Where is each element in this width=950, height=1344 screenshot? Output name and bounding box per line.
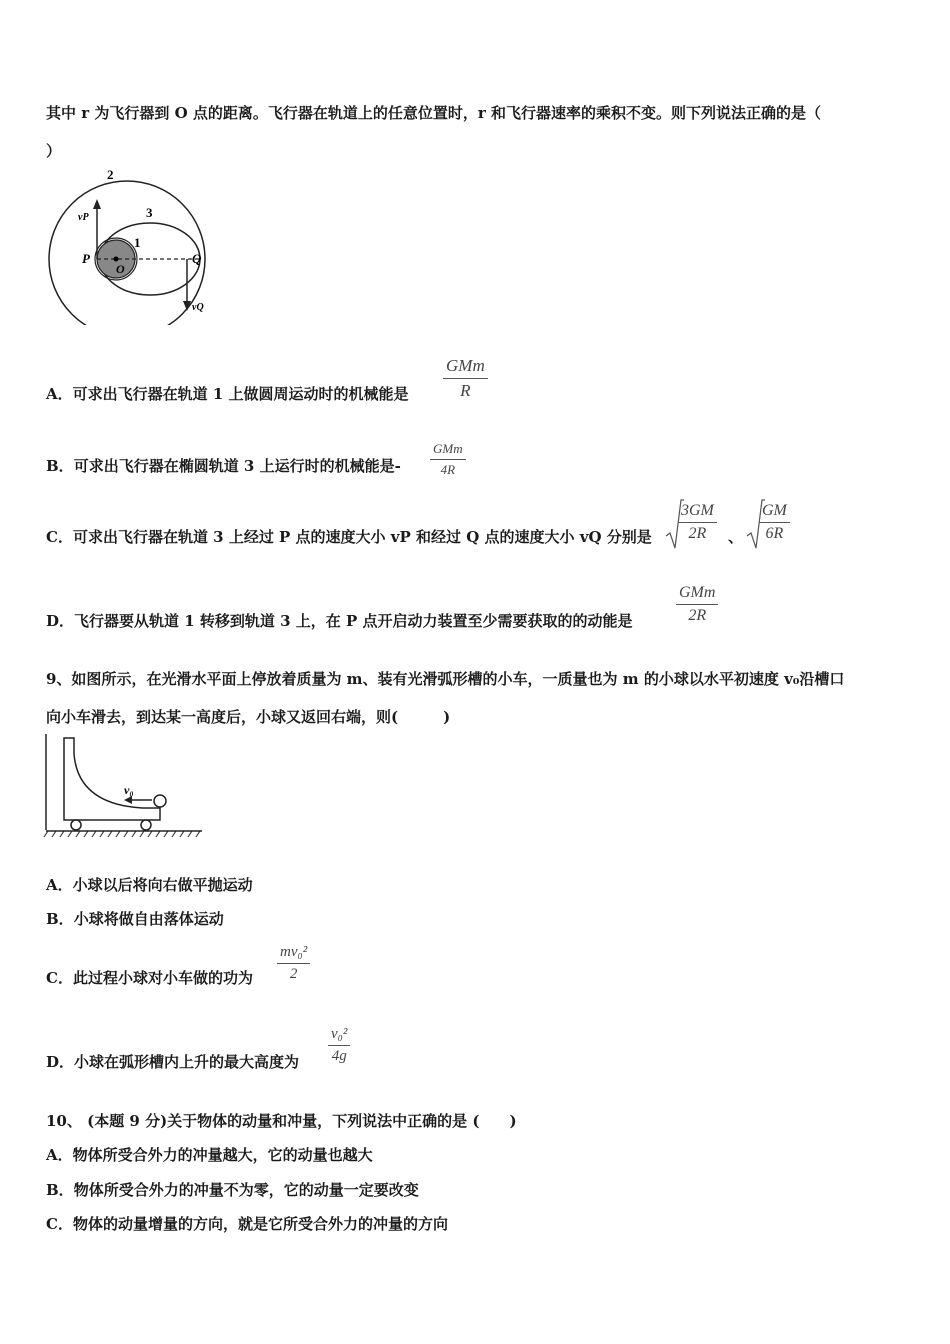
orbit-figure: [44, 165, 214, 325]
q10-stem: 10、 (本题 9 分)关于物体的动量和冲量，下列说法中正确的是 ( ): [46, 1112, 517, 1130]
label-vp: vP: [78, 212, 89, 223]
q9-option-c-fraction: $\frac{\text{mv₀²}}{2}$: [277, 944, 310, 983]
q8-option-a: A．可求出飞行器在轨道 1 上做圆周运动时的机械能是: [46, 385, 409, 403]
cart-wheel-left: [71, 820, 81, 830]
q8-option-c: C．可求出飞行器在轨道 3 上经过 P 点的速度大小 vP 和经过 Q 点的速度大小 vQ 分别是: [46, 528, 652, 546]
q9-option-c: C．此过程小球对小车做的功为: [46, 969, 253, 987]
label-orbit-2: 2: [107, 167, 114, 182]
label-p: P: [82, 251, 90, 266]
cart-figure: [42, 734, 212, 844]
ball: [154, 795, 166, 807]
q9-option-b: B．小球将做自由落体运动: [46, 910, 224, 928]
label-orbit-1: 1: [134, 235, 141, 250]
q8-stem-line2: ）: [46, 142, 62, 160]
label-orbit-3: 3: [146, 205, 153, 220]
q8-option-d: D．飞行器要从轨道 1 转移到轨道 3 上，在 P 点开启动力装置至少需要获取的的动能是: [46, 612, 633, 630]
q8-option-b: B．可求出飞行器在椭圆轨道 3 上运行时的机械能是-: [46, 457, 401, 475]
q10-option-b: B．物体所受合外力的冲量不为零，它的动量一定要改变: [46, 1181, 419, 1199]
label-q: Q: [192, 251, 202, 266]
q9-option-d: D．小球在弧形槽内上升的最大高度为: [46, 1053, 300, 1071]
q8-option-b-fraction: GMm 4R: [430, 441, 466, 478]
label-o: O: [116, 262, 125, 276]
cart-body: [64, 738, 160, 820]
q10-option-a: A．物体所受合外力的冲量越大，它的动量也越大: [46, 1146, 373, 1164]
q9-option-a: A．小球以后将向右做平抛运动: [46, 876, 253, 894]
q10-option-c: C．物体的动量增量的方向，就是它所受合外力的冲量的方向: [46, 1215, 448, 1233]
q8-option-c-separator: 、: [728, 528, 744, 546]
q8-option-a-fraction: GMm R: [443, 356, 488, 401]
center-dot: [114, 257, 119, 262]
label-vq: vQ: [192, 302, 204, 313]
q8-option-c-sqrt2: $\frac{GM}{6R}$: [759, 502, 790, 543]
q8-stem-line1: 其中 r 为飞行器到 O 点的距离。飞行器在轨道上的任意位置时，r 和飞行器速率的乘积不变。则下列说法正确的是（: [46, 104, 821, 122]
q8-option-c-sqrt1: $\frac{3GM}{2R}$: [678, 502, 717, 543]
q9-stem-line2: 向小车滑去，到达某一高度后，小球又返回右端，则( ): [46, 708, 451, 726]
q9-stem-line1: 9、如图所示，在光滑水平面上停放着质量为 m、装有光滑弧形槽的小车，一质量也为 m 的小球以水平初速度 v₀沿槽口: [46, 670, 845, 688]
q9-option-d-fraction: $\frac{\text{v₀²}}{4g}$: [328, 1026, 350, 1065]
label-v0: v₀: [124, 783, 134, 797]
cart-wheel-right: [141, 820, 151, 830]
q8-option-d-fraction: GMm 2R: [676, 584, 718, 625]
